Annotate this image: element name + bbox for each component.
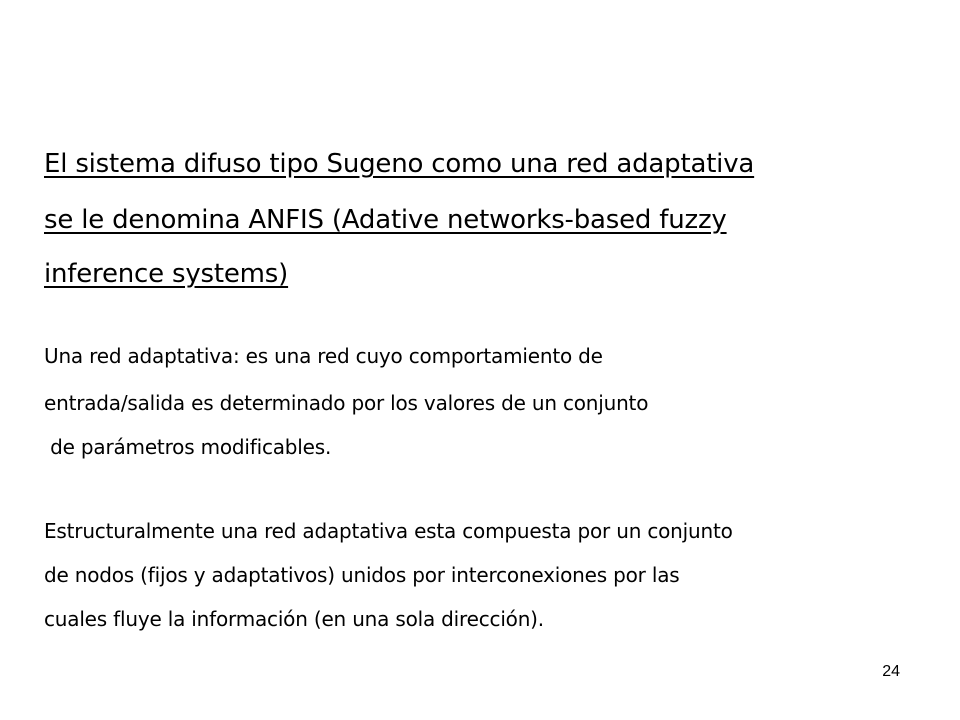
structure-line-2: de nodos (fijos y adaptativos) unidos por interconexiones por las [44,563,680,587]
structure-line-1: Estructuralmente una red adaptativa esta compuesta por un conjunto [44,519,733,543]
title-line-2: se le denomina ANFIS (Adative networks-based fuzzy [44,205,727,235]
definition-line-1: Una red adaptativa: es una red cuyo comportamiento de [44,344,603,368]
structure-line-3: cuales fluye la información (en una sola dirección). [44,607,544,631]
page-number: 24 [882,663,900,680]
title-line-1: El sistema difuso tipo Sugeno como una red adaptativa [44,149,755,179]
definition-line-2: entrada/salida es determinado por los valores de un conjunto [44,391,649,415]
title-line-3: inference systems) [44,259,289,289]
definition-line-3: de parámetros modificables. [44,435,332,459]
